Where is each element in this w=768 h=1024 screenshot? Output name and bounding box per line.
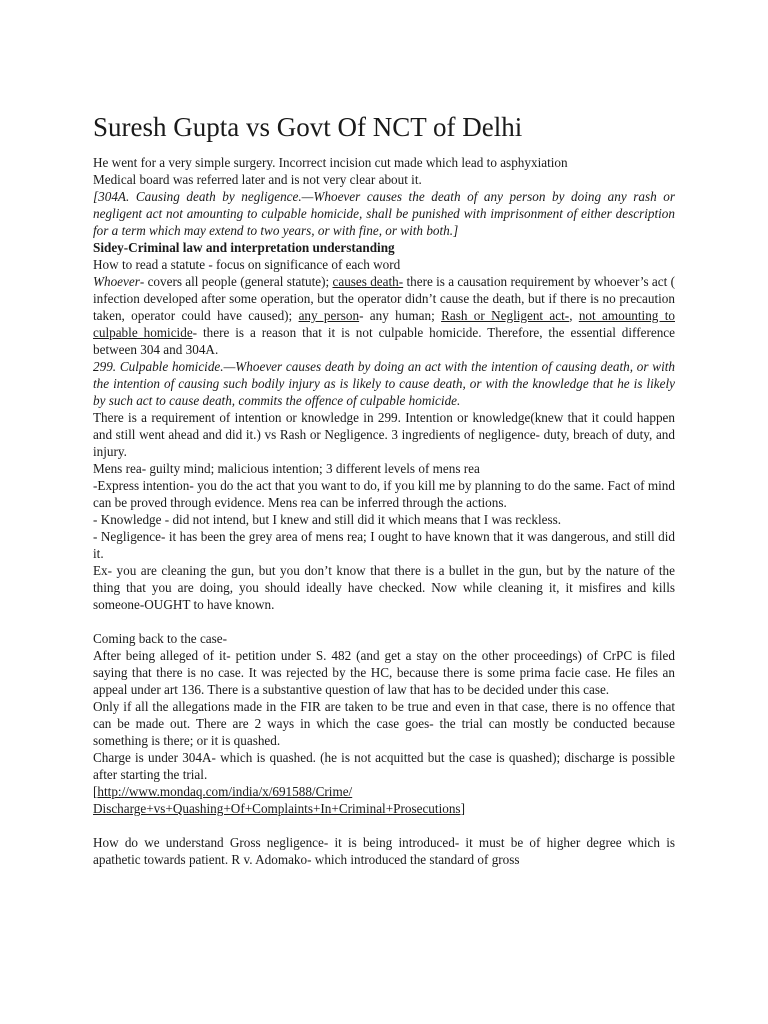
text-run: - covers all people (general statute); (139, 274, 333, 289)
reference-link-block (93, 783, 675, 817)
text-run: , (569, 308, 579, 323)
whoever-paragraph (93, 273, 675, 358)
blank-line (93, 613, 675, 630)
document-body (93, 112, 675, 868)
knowledge-line: - Knowledge - did not intend, but I knew and still did it which means that I was reckless. (93, 512, 562, 527)
bracket-close: ] (460, 801, 465, 816)
section-304a-quote: [304A. Causing death by negligence.—Whoever causes the death of any person by doing any rash or negligent act not amounting to culpable homicide, shall be punished with imprisonment of either description for a term which may extend to two years, or with fine, or with both.] (93, 189, 675, 238)
document-title: Suresh Gupta vs Govt Of NCT of Delhi (93, 112, 523, 142)
case-facts-line-1: He went for a very simple surgery. Incorrect incision cut made which lead to asphyxiation (93, 155, 568, 170)
term-any-person: any person (298, 308, 360, 323)
gross-negligence-paragraph: How do we understand Gross negligence- it is being introduced- it must be of higher degree which is apathetic towards patient. R v. Adomako- which introduced the standard of gross (93, 835, 675, 867)
blank-line (93, 817, 675, 834)
bracket-open: [ (93, 784, 98, 799)
case-facts-line-2: Medical board was referred later and is not very clear about it. (93, 172, 422, 187)
text-run: - there is a reason that it is not culpable homicide. Therefore, the essential difference between 304 and 304A. (93, 325, 675, 357)
express-intention-paragraph: -Express intention- you do the act that you want to do, if you kill me by planning to do the same. Fact of mind can be proved through evidence. Mens rea can be inferred through the actions. (93, 478, 675, 510)
mens-rea-line: Mens rea- guilty mind; malicious intention; 3 different levels of mens rea (93, 461, 480, 476)
example-paragraph: Ex- you are cleaning the gun, but you don’t know that there is a bullet in the gun, but by the nature of the thing that you are doing, you should ideally have checked. Now while cleaning it, it misfires and kills someone-OUGHT to have known. (93, 563, 675, 612)
section-heading: Sidey-Criminal law and interpretation understanding (93, 240, 395, 255)
back-to-case-line: Coming back to the case- (93, 631, 228, 646)
intention-paragraph: There is a requirement of intention or knowledge in 299. Intention or knowledge(knew that it could happen and still went ahead and did it.) vs Rash or Negligence. 3 ingredients of negligence- duty, breach of duty, and injury. (93, 410, 675, 459)
section-299-quote: 299. Culpable homicide.—Whoever causes death by doing an act with the intention of causing death, or with the intention of causing such bodily injury as is likely to cause death, or with the knowledge that he is likely by such act to cause death, commits the offence of culpable homicide. (93, 359, 675, 408)
mondaq-link-line-1[interactable]: http://www.mondaq.com/india/x/691588/Crime/ (97, 784, 353, 799)
text-run: - any human; (359, 308, 442, 323)
text-run: there is a causation requirement by whoever’s act ( infection developed after some operation, but the operator didn’t cause the death, but if there is no precaution taken, operator could have caused); (93, 274, 675, 323)
term-rash-negligent: Rash or Negligent act- (441, 308, 570, 323)
statute-reading-line: How to read a statute - focus on significance of each word (93, 257, 401, 272)
charge-paragraph: Charge is under 304A- which is quashed. (he is not acquitted but the case is quashed); discharge is possible after starting the trial. (93, 750, 675, 782)
term-whoever: Whoever (93, 274, 140, 289)
allegations-paragraph: Only if all the allegations made in the FIR are taken to be true and even in that case, there is no offence that can be made out. There are 2 ways in which the case goes- the trial can mostly be conducted because something is there; or it is quashed. (93, 699, 675, 748)
term-not-culpable-homicide: not amounting to culpable homicide (93, 308, 675, 340)
term-causes-death: causes death- (332, 274, 404, 289)
mondaq-link-line-2[interactable]: Discharge+vs+Quashing+Of+Complaints+In+Criminal+Prosecutions (93, 801, 461, 816)
petition-paragraph: After being alleged of it- petition under S. 482 (and get a stay on the other proceedings) of CrPC is filed saying that there is no case. It was rejected by the HC, because there is some prima facie case. He files an appeal under art 136. There is a substantive question of law that has to be decided under this case. (93, 648, 675, 697)
negligence-paragraph: - Negligence- it has been the grey area of mens rea; I ought to have known that it was dangerous, and still did it. (93, 529, 675, 561)
